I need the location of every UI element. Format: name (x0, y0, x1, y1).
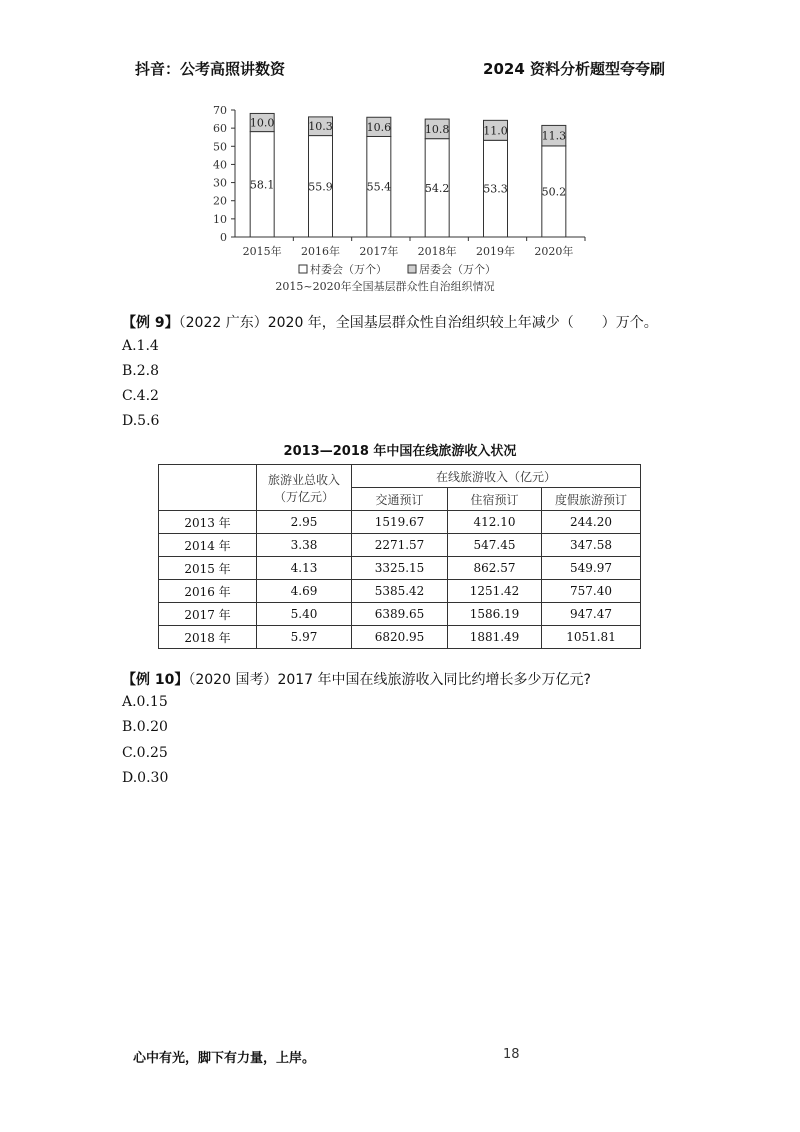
q10-source: （2020 国考） (188, 672, 278, 688)
q10-option-d: D.0.30 (122, 770, 169, 786)
row-total: 5.97 (257, 626, 352, 649)
row-year: 2018 年 (159, 626, 257, 649)
q9-option-d: D.5.6 (122, 413, 160, 429)
row-total: 3.38 (257, 534, 352, 557)
data-label-residents: 10.8 (424, 122, 450, 136)
row-hotel: 1586.19 (448, 603, 542, 626)
table-header-total-unit: （万亿元） (273, 489, 334, 504)
data-label-village: 55.4 (366, 180, 392, 194)
y-tick-label: 30 (213, 176, 227, 190)
table-corner-cell (159, 465, 257, 511)
x-tick-label: 2016年 (301, 245, 340, 258)
data-label-residents: 10.6 (366, 120, 392, 134)
legend-label-village: 村委会（万个） (310, 263, 387, 276)
legend-label-residents: 居委会（万个） (419, 263, 496, 276)
row-traffic: 1519.67 (352, 511, 448, 534)
chart-title: 2015~2020年全国基层群众性自治组织情况 (275, 280, 495, 293)
table-header-hotel: 住宿预订 (448, 488, 542, 511)
y-tick-label: 50 (213, 140, 227, 154)
q9-option-c: C.4.2 (122, 388, 159, 404)
y-tick-label: 40 (213, 158, 227, 172)
row-total: 4.13 (257, 557, 352, 580)
row-vacation: 244.20 (542, 511, 641, 534)
data-label-residents: 10.0 (249, 116, 275, 130)
row-year: 2015 年 (159, 557, 257, 580)
row-year: 2017 年 (159, 603, 257, 626)
row-year: 2014 年 (159, 534, 257, 557)
row-hotel: 1881.49 (448, 626, 542, 649)
row-hotel: 1251.42 (448, 580, 542, 603)
x-tick-label: 2017年 (359, 245, 399, 258)
q9-option-b: B.2.8 (122, 363, 160, 379)
row-traffic: 5385.42 (352, 580, 448, 603)
tourism-income-table (158, 464, 641, 649)
row-vacation: 549.97 (542, 557, 641, 580)
row-vacation: 757.40 (542, 580, 641, 603)
row-total: 5.40 (257, 603, 352, 626)
data-label-residents: 10.3 (308, 120, 333, 134)
table-title: 2013—2018 年中国在线旅游收入状况 (283, 444, 517, 459)
row-vacation: 947.47 (542, 603, 641, 626)
q9-tag: 【例 9】 (122, 315, 179, 331)
x-tick-label: 2018年 (417, 245, 457, 258)
table-row (159, 580, 641, 603)
q10-option-c: C.0.25 (122, 745, 168, 761)
table-header-traffic: 交通预订 (352, 488, 448, 511)
x-tick-label: 2020年 (534, 245, 574, 258)
row-total: 2.95 (257, 511, 352, 534)
legend-swatch-village (299, 265, 307, 273)
table-row (159, 626, 641, 649)
row-traffic: 6389.65 (352, 603, 448, 626)
table-header-group: 在线旅游收入（亿元） (352, 465, 641, 488)
data-label-village: 58.1 (249, 178, 275, 192)
x-tick-label: 2019年 (476, 245, 515, 258)
row-vacation: 347.58 (542, 534, 641, 557)
table-row (159, 603, 641, 626)
q10-tag: 【例 10】 (122, 672, 189, 688)
data-label-residents: 11.3 (541, 129, 567, 143)
row-total: 4.69 (257, 580, 352, 603)
stacked-bar-chart (195, 100, 595, 300)
y-tick-label: 20 (213, 194, 227, 208)
page-number: 18 (503, 1047, 520, 1062)
question-10 (122, 669, 591, 689)
q10-text: 2017 年中国在线旅游收入同比约增长多少万亿元? (277, 672, 591, 688)
table-row (159, 557, 641, 580)
q9-option-a: A.1.4 (122, 338, 159, 354)
table-header-vacation: 度假旅游预订 (542, 488, 641, 511)
table-header-total-label: 旅游业总收入 (267, 472, 340, 487)
table-row (159, 511, 641, 534)
data-label-village: 50.2 (541, 185, 567, 199)
header-left: 抖音：公考高照讲数资 (135, 60, 286, 78)
row-year: 2016 年 (159, 580, 257, 603)
row-hotel: 412.10 (448, 511, 542, 534)
row-hotel: 862.57 (448, 557, 542, 580)
question-9 (122, 312, 658, 332)
q10-option-b: B.0.20 (122, 719, 168, 735)
data-label-village: 53.3 (483, 182, 508, 196)
y-tick-label: 10 (213, 212, 227, 226)
data-label-residents: 11.0 (483, 124, 508, 138)
x-tick-label: 2015年 (242, 245, 282, 258)
row-hotel: 547.45 (448, 534, 542, 557)
q10-option-a: A.0.15 (122, 694, 168, 710)
table-row (159, 534, 641, 557)
data-label-village: 55.9 (308, 180, 333, 194)
row-traffic: 6820.95 (352, 626, 448, 649)
table-header-total (257, 465, 352, 511)
data-label-village: 54.2 (424, 181, 450, 195)
header-right: 2024 资料分析题型夸夸刷 (483, 60, 665, 78)
legend-swatch-residents (408, 265, 416, 273)
row-year: 2013 年 (159, 511, 257, 534)
row-vacation: 1051.81 (542, 626, 641, 649)
y-tick-label: 60 (213, 122, 227, 136)
row-traffic: 2271.57 (352, 534, 448, 557)
q9-source: （2022 广东） (178, 315, 268, 331)
footer-motto: 心中有光，脚下有力量，上岸。 (133, 1051, 316, 1066)
y-tick-label: 0 (220, 231, 227, 244)
q9-text: 2020 年，全国基层群众性自治组织较上年减少（ ）万个。 (267, 315, 658, 331)
row-traffic: 3325.15 (352, 557, 448, 580)
y-tick-label: 70 (213, 104, 227, 117)
